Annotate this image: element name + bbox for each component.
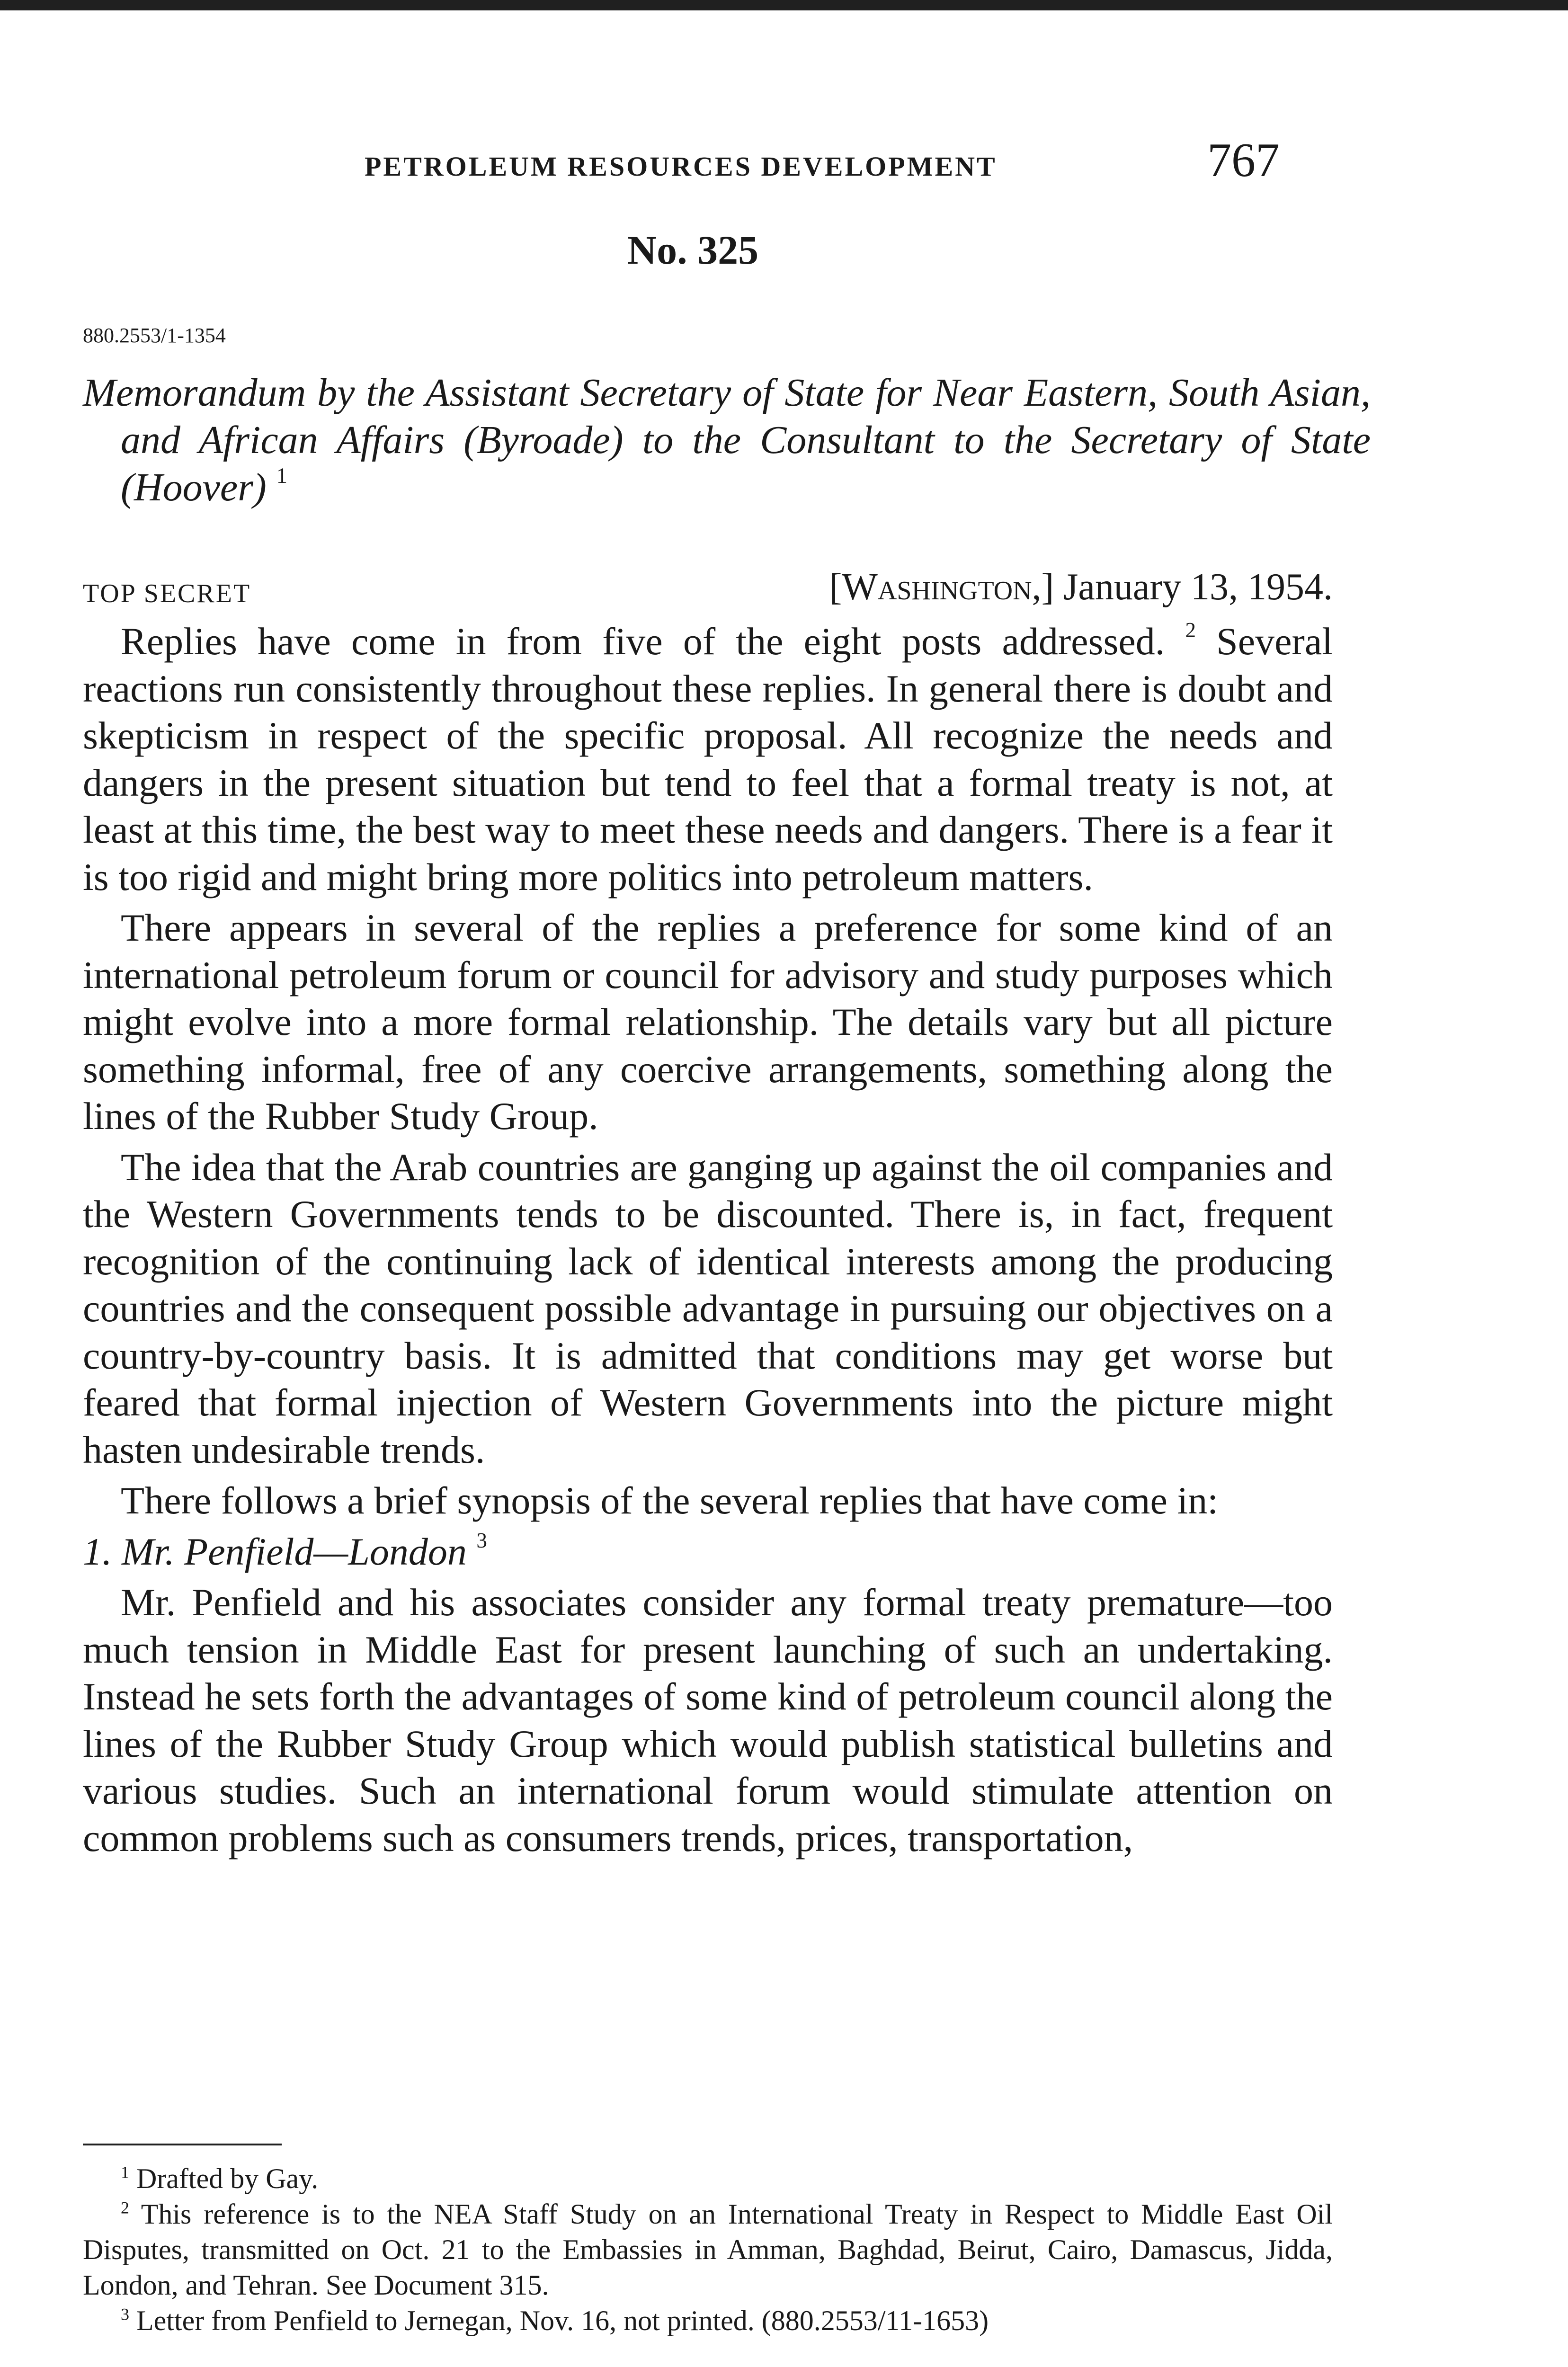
page-number: 767 xyxy=(1207,133,1280,187)
paragraph-text: Replies have come in from five of the eight posts addressed. xyxy=(121,620,1165,663)
place-and-date xyxy=(720,566,1333,609)
footnote-text: Letter from Penfield to Jernegan, Nov. 16, not printed. (880.2553/11-1653) xyxy=(136,2305,989,2336)
footnote-mark: 1 xyxy=(276,463,287,488)
paragraph: There appears in several of the replies a preference for some kind of an international petroleum forum or council for advisory and study purposes which might evolve into a more formal relationship. The details vary but all picture something informal, free of any coercive arrangements, something along the lines of the Rubber Study Group. xyxy=(83,906,1333,1138)
paragraph: Mr. Penfield and his associates consider any formal treaty premature—too much tension in Middle East for present launching of such an undertaking. Instead he sets forth the advantages of some kind of petroleum council along the lines of the Rubber Study Group which would publish statistical bulletins and various studies. Such an international forum would stimulate attention on common problems such as consumers trends, prices, transportation, xyxy=(83,1581,1333,1860)
document-title-text: Memorandum by the Assistant Secretary of State for Near Eastern, South Asian, and African Affairs (Byroade) to the Consultant to the Secretary of State (Hoover) xyxy=(83,371,1371,509)
section-heading xyxy=(83,1528,1333,1575)
paragraph-text: Several reactions run consistently throughout these replies. In general there is doubt and skepticism in respect of the specific proposal. All recognize the needs and dangers in the present situation but tend to feel that a formal treaty is not, at least at this time, the best way to meet these needs and dangers. There is a fear it is too rigid and might bring more politics into petroleum matters. xyxy=(83,620,1333,899)
footnote-number: 2 xyxy=(121,2198,129,2217)
memorandum-body xyxy=(83,618,1333,1865)
document-number: No. 325 xyxy=(627,227,759,273)
date: January 13, 1954. xyxy=(1063,566,1333,608)
paragraph: The idea that the Arab countries are ganging up against the oil companies and the Western Governments tends to be discounted. There is, in fact, frequent recognition of the continuing lack of identical interests among the producing countries and the consequent possible advantage in pursuing our objectives on a country-by-country basis. It is admitted that conditions may get worse but feared that formal injection of Western Governments into the picture might hasten undesirable trends. xyxy=(83,1145,1333,1471)
file-reference: 880.2553/1-1354 xyxy=(83,324,226,347)
footnote xyxy=(83,2161,1333,2197)
place-open-bracket: [ xyxy=(829,566,842,608)
section-heading-text: 1. Mr. Penfield—London xyxy=(83,1530,467,1573)
footnote-text: This reference is to the NEA Staff Study on an International Treaty in Respect to Middle East Oil Disputes, transmitted on Oct. 21 to the Embassies in Amman, Baghdad, Beirut, Cairo, Damascus, Jidda, London, and Tehran. See Document 315. xyxy=(83,2198,1333,2301)
footnote-mark: 2 xyxy=(1185,618,1196,642)
paragraph: There follows a brief synopsis of the several replies that have come in: xyxy=(121,1479,1219,1522)
footnote-mark: 3 xyxy=(476,1528,487,1552)
paragraph xyxy=(83,618,1333,900)
place: Washington, xyxy=(842,566,1042,608)
footnote xyxy=(83,2197,1333,2303)
running-head: PETROLEUM RESOURCES DEVELOPMENT xyxy=(365,151,997,182)
page-top-border xyxy=(0,0,1568,10)
footnote xyxy=(83,2303,1333,2339)
classification-label: TOP SECRET xyxy=(83,579,251,608)
footnote-text: Drafted by Gay. xyxy=(136,2163,319,2194)
document-title xyxy=(83,369,1371,511)
footnote-number: 1 xyxy=(121,2162,129,2182)
footnote-divider xyxy=(83,2144,282,2145)
footnote-number: 3 xyxy=(121,2305,129,2324)
place-close-bracket: ] xyxy=(1041,566,1054,608)
footnotes xyxy=(83,2161,1333,2339)
